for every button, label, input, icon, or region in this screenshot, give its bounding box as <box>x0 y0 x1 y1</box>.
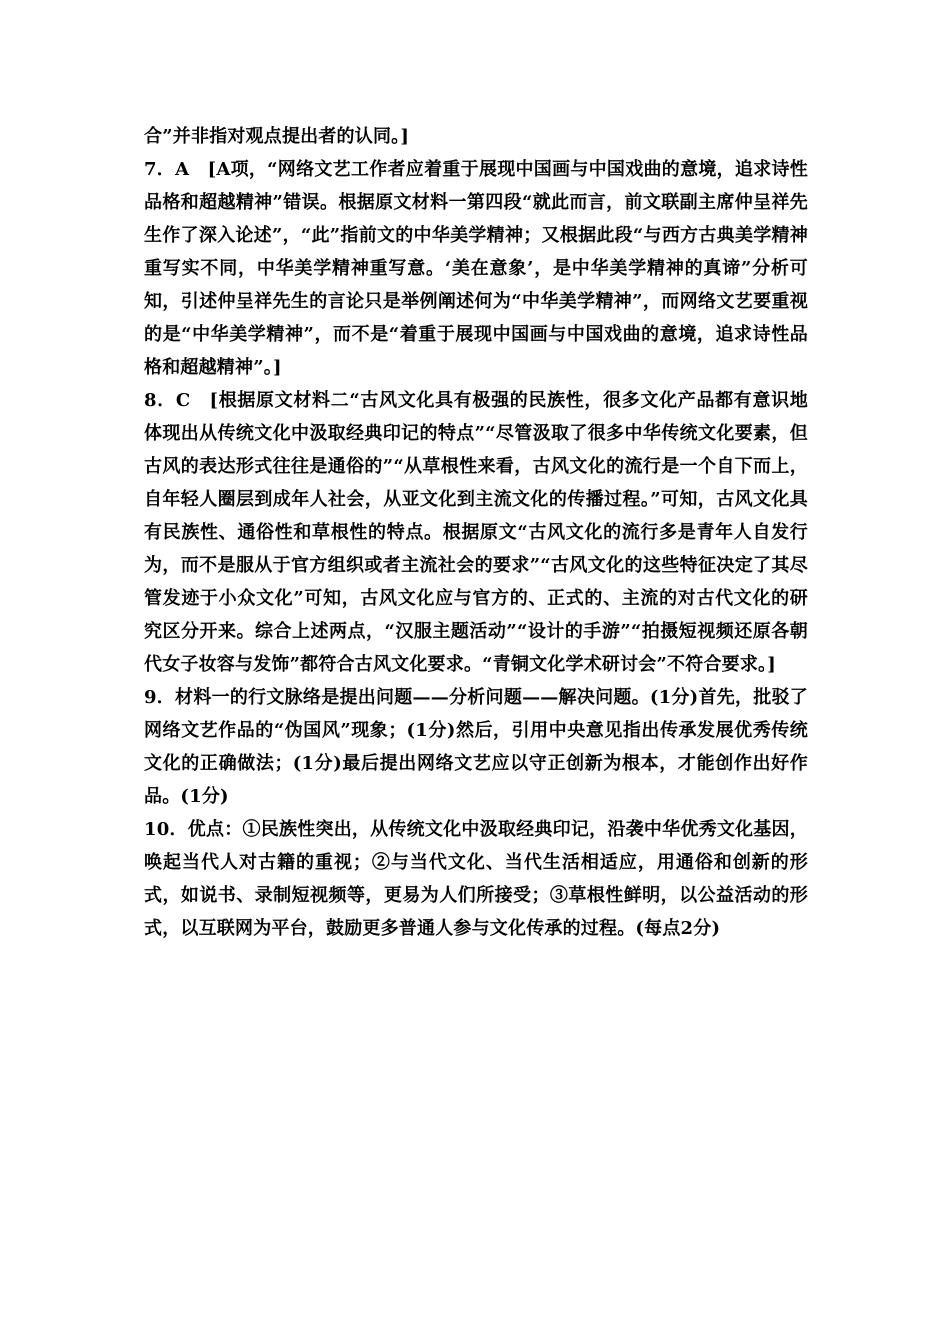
answer-8-paragraph: 8．C [根据原文材料二“古风文化具有极强的民族性，很多文化产品都有意识地体现出从传统文化中汲取经典印记的特点”“尽管汲取了很多中华传统文化要素，但古风的表达形式往往是通俗的”“从草根性来看，古风文化的流行是一个自下而上，自年轻人圈层到成年人社会，从亚文化到主流文化的传播过程。”可知，古风文化具有民族性、通俗性和草根性的特点。根据原文“古风文化的流行多是青年人自发行为，而不是服从于官方组织或者主流社会的要求”“古风文化的这些特征决定了其尽管发迹于小众文化”可知，古风文化应与官方的、正式的、主流的对古代文化的研究区分开来。综合上述两点，“汉服主题活动”“设计的手游”“拍摄短视频还原各朝代女子妆容与发饰”都符合古风文化要求。“青铜文化学术研讨会”不符合要求。] <box>144 390 808 675</box>
paragraph-continuation: 合”并非指对观点提出者的认同。] <box>144 126 410 147</box>
answer-9-paragraph: 9．材料一的行文脉络是提出问题——分析问题——解决问题。(1分)首先，批驳了网络文艺作品的“伪国风”现象；(1分)然后，引用中央意见指出传承发展优秀传统文化的正确做法；(1分)最后提出网络文艺应以守正创新为根本，才能创作出好作品。(1分) <box>144 687 808 807</box>
answer-7-paragraph: 7．A [A项，“网络文艺工作者应着重于展现中国画与中国戏曲的意境，追求诗性品格和超越精神”错误。根据原文材料一第四段“就此而言，前文联副主席仲呈祥先生作了深入论述”，“此”指前文的中华美学精神；又根据此段“与西方古典美学精神重写实不同，中华美学精神重写意。‘美在意象’，是中华美学精神的真谛”分析可知，引述仲呈祥先生的言论只是举例阐述何为“中华美学精神”，而网络文艺要重视的是“中华美学精神”，而不是“着重于展现中国画与中国戏曲的意境，追求诗性品格和超越精神”。] <box>144 159 808 378</box>
answer-text-block <box>144 120 808 945</box>
answer-10-paragraph: 10．优点：①民族性突出，从传统文化中汲取经典印记，沿袭中华优秀文化基因，唤起当代人对古籍的重视；②与当代文化、当代生活相适应，用通俗和创新的形式，如说书、录制短视频等，更易为人们所接受；③草根性鲜明，以公益活动的形式，以互联网为平台，鼓励更多普通人参与文化传承的过程。(每点2分) <box>144 819 808 939</box>
